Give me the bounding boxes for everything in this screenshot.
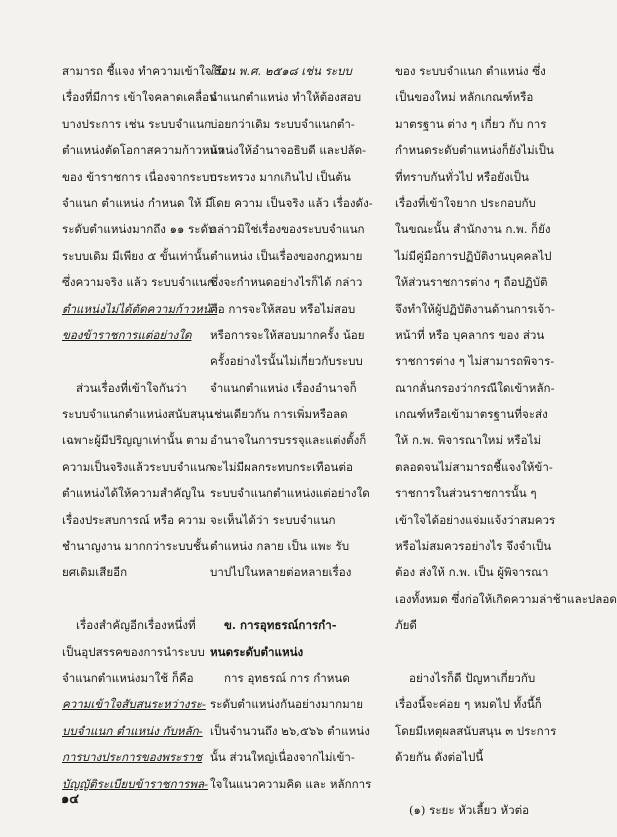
paragraph-start-line: อย่างไรก็ดี ปัญหาเกี่ยวกับ (409, 670, 536, 685)
text-line: ใจในแนวความคิด และ หลักการ (210, 776, 372, 791)
text-line: กระทรวง มากเกินไป เป็นต้น (210, 169, 351, 184)
paragraph-start-line: เรื่องสำคัญอีกเรื่องหนึ่งที่ (76, 618, 196, 633)
text-line: สามารถ ชี้แจง ทำความเข้าใจใน (62, 64, 226, 78)
text-line: เช่นเดียวกัน การเพิ่มหรือลด (210, 407, 348, 422)
emphasis-line: บัญญัติระเบียบข้าราชการพล- (62, 776, 209, 791)
text-line: ซึ่งความจริง แล้ว ระบบจำแนก (62, 275, 214, 290)
paragraph-gap (62, 586, 202, 612)
text-line: เฉพาะผู้มีปริญญาเท่านั้น ตาม (62, 433, 208, 448)
text-line: เข้าใจได้อย่างแจ่มแจ้งว่าสมควร (395, 512, 556, 527)
text-line: โดยมีเหตุผลสนับสนุน ๓ ประการ (395, 723, 557, 738)
text-line: ในขณะนั้น สำนักงาน ก.พ. ก็ยัง (395, 222, 551, 237)
emphasis-line: ของข้าราชการแต่อย่างใด (62, 327, 192, 342)
text-line: บาปไปในหลายต่อหลายเรื่อง (210, 565, 352, 580)
paragraph-gap (395, 639, 555, 665)
text-line: ของ ระบบจำแนก ตำแหน่ง ซึ่ง (395, 64, 546, 78)
paragraph-start-line: ส่วนเรื่องที่เข้าใจกันว่า (76, 380, 187, 395)
text-line: หรือการจะให้สอบมากครั้ง น้อย (210, 327, 365, 342)
text-line: นั้น ส่วนใหญ่เนื่องจากไม่เข้า- (210, 750, 355, 765)
text-line: บางประการ เช่น ระบบจำแนก (62, 116, 212, 131)
text-line: ซึ่งจะกำหนดอย่างไรก็ได้ กล่าว (210, 275, 363, 290)
text-line: ให้ส่วนราชการต่าง ๆ ถือปฏิบัติ (395, 275, 548, 290)
text-line: จึงทำให้ผู้ปฏิบัติงานด้านการเจ้า- (395, 301, 555, 316)
text-line: ระบบจำแนกตำแหน่งสนับสนุน (62, 407, 213, 422)
list-item-start: (๑) ระยะ หัวเลี้ยว หัวต่อ (409, 802, 530, 817)
text-line: ราชการในส่วนราชการนั้น ๆ (395, 486, 537, 501)
text-line: เองทั้งหมด ซึ่งก่อให้เกิดความล่าช้าและปลอด (395, 591, 617, 606)
text-line: ระดับตำแหน่งมากถึง ๑๑ ระดับ (62, 222, 216, 237)
text-line: หน้าที่ หรือ บุคลากร ของ ส่วน (395, 327, 545, 342)
text-line: เรื่องที่มีการ เข้าใจคลาดเคลื่อน (62, 90, 218, 105)
text-line: ระดับตำแหน่งกันอย่างมากมาย (210, 697, 364, 712)
paragraph-gap (210, 586, 358, 612)
paragraph-start-line: การ อุทธรณ์ การ กำหนด (224, 670, 350, 685)
text-line: ความเป็นจริงแล้วระบบจำแนก (62, 459, 213, 474)
text-line: ระบบเดิม มีเพียง ๕ ขั้นเท่านั้น (62, 248, 210, 263)
section-heading-continued: หนดระดับตำแหน่ง (210, 644, 304, 659)
text-line: ของ ข้าราชการ เนื่องจากระบบ (62, 169, 217, 184)
text-line: ตำแหน่ง กลาย เป็น แพะ รับ (210, 539, 350, 554)
text-line: หรือไม่สมควรอย่างไร จึงจำเป็น (395, 539, 552, 554)
text-column-right (395, 58, 617, 823)
text-line: จะไม่มีผลกระทบกระเทือนต่อ (210, 459, 353, 474)
emphasis-line: การบางประการของพระราช (62, 750, 203, 765)
text-line: ด้วยกัน ดังต่อไปนี้ (395, 750, 484, 765)
emphasis-line: เรือน พ.ศ. ๒๕๑๘ เช่น ระบบ (210, 64, 352, 78)
text-line: ภัยดี (395, 618, 417, 633)
page-number: ๑๔ (61, 792, 80, 807)
text-line: ระบบจำแนกตำแหน่งแต่อย่างใด (210, 486, 370, 501)
emphasis-line: บบจำแนก ตำแหน่ง กับหลัก- (62, 723, 203, 738)
section-heading: ข. การอุทธรณ์การกำ- (224, 618, 337, 633)
text-line: ให้ ก.พ. พิจารณาใหม่ หรือไม่ (395, 433, 542, 448)
text-line: เป็นอุปสรรคของการนำระบบ (62, 644, 205, 659)
text-line: ตำแหน่งตัดโอกาสความก้าวหน้า (62, 143, 225, 158)
text-line: แหน่งให้อำนาจอธิบดี และปลัด- (210, 143, 367, 158)
text-line: มาตรฐาน ต่าง ๆ เกี่ยว กับ การ (395, 116, 547, 131)
emphasis-line: ตำแหน่งไม่ได้ตัดความก้าวหน้า (62, 301, 218, 316)
text-line: เป็นจำนวนถึง ๒๖,๕๖๖ ตำแหน่ง (210, 723, 370, 738)
text-line: ตำแหน่งได้ให้ความสำคัญใน (62, 486, 205, 501)
text-line: ยศเดิมเสียอีก (62, 565, 128, 580)
text-line: เรื่องประสบการณ์ หรือ ความ (62, 512, 207, 527)
text-line: อำนาจในการบรรจุและแต่งตั้งก็ (210, 433, 367, 448)
emphasis-line: ความเข้าใจสับสนระหว่างระ- (62, 697, 206, 712)
text-line: เรื่องนี้จะค่อย ๆ หมดไป ทั้งนี้ก็ (395, 697, 542, 712)
text-line: จำแนกตำแหน่งมาใช้ ก็คือ (62, 670, 194, 685)
text-line: ชำนาญงาน มากกว่าระบบชั้น (62, 539, 209, 554)
text-line: โดย ความ เป็นจริง แล้ว เรื่องดัง- (210, 195, 373, 210)
text-line: เป็นของใหม่ หลักเกณฑ์หรือ (395, 90, 534, 105)
text-column-left (62, 58, 226, 797)
text-line: เกณฑ์หรือเข้ามาตรฐานที่จะส่ง (395, 407, 548, 422)
text-line: ตำแหน่ง เป็นเรื่องของกฎหมาย (210, 248, 363, 263)
text-column-middle (210, 58, 373, 797)
text-line: จำแนก ตำแหน่ง กำหนด ให้ มี (62, 195, 213, 210)
text-line: จำแนกตำแหน่ง ทำให้ต้องสอบ (210, 90, 362, 105)
text-line: ไม่มีคู่มือการปฏิบัติงานบุคคลไป (395, 248, 552, 263)
text-line: ณากลั่นกรองว่ากรณีใดเข้าหลัก- (395, 380, 555, 395)
text-line: ตลอดจนไม่สามารถชี้แจงให้ข้า- (395, 459, 553, 474)
text-line: ครั้งอย่างไรนั้นไม่เกี่ยวกับระบบ (210, 354, 363, 369)
text-line: กล่าวมิใช่เรื่องของระบบจำแนก (210, 222, 365, 237)
text-line: คือ การจะให้สอบ หรือไม่สอบ (210, 301, 356, 316)
text-line: จำแนกตำแหน่ง เรื่องอำนาจก็ (210, 380, 357, 395)
text-line: กำหนดระดับตำแหน่งก็ยังไม่เป็น (395, 143, 554, 158)
text-line: ต้อง ส่งให้ ก.พ. เป็น ผู้พิจารณา (395, 565, 549, 580)
text-line: จะเห็นได้ว่า ระบบจำแนก (210, 512, 336, 527)
text-line: ราชการต่าง ๆ ไม่สามารถพิจาร- (395, 354, 555, 369)
text-line: ที่ทราบกันทั่วไป หรือยังเป็น (395, 169, 529, 184)
text-line: เรื่องที่เข้าใจยาก ประกอบกับ (395, 195, 536, 210)
paragraph-gap (395, 771, 555, 797)
paragraph-gap (62, 348, 202, 374)
text-line: บ่อยกว่าเดิม ระบบจำแนกตำ- (210, 116, 355, 131)
